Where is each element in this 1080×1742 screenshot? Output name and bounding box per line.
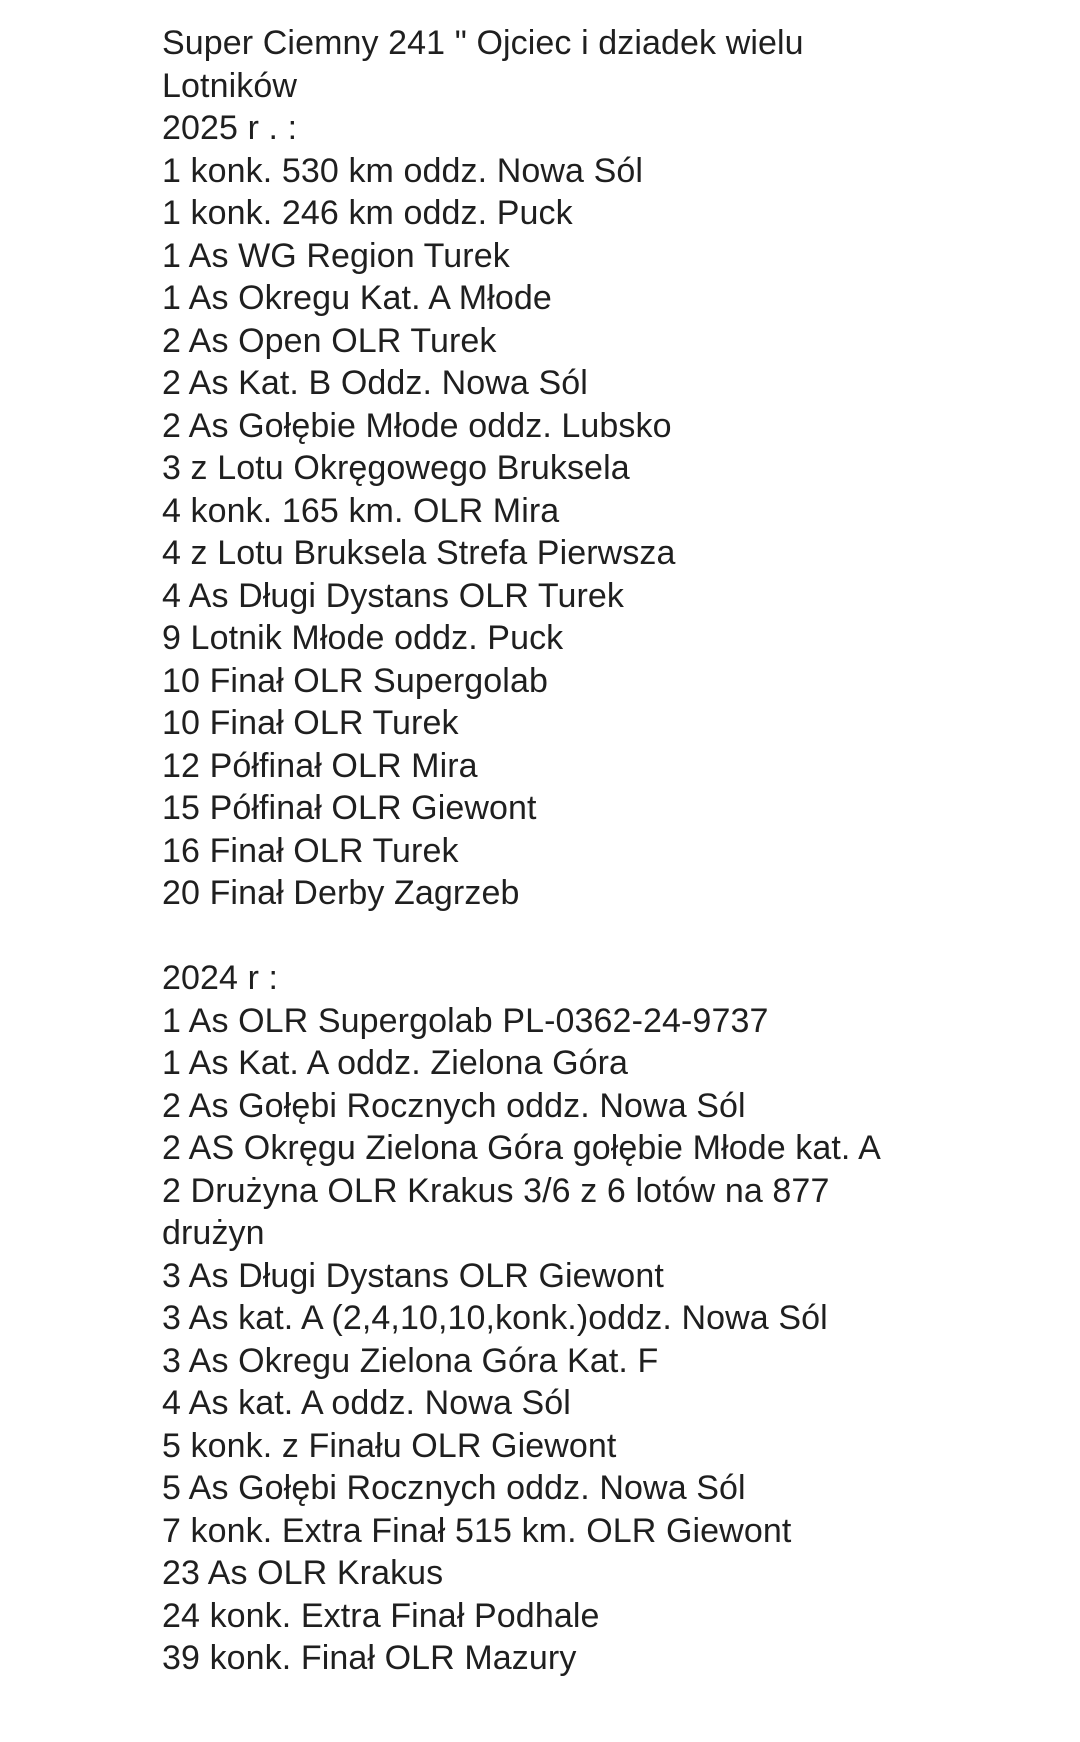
result-2024: 1 As Kat. A oddz. Zielona Góra (162, 1044, 629, 1082)
title-line-1: Super Ciemny 241 " Ojciec i dziadek wielu (162, 24, 804, 62)
result-2025: 15 Półfinał OLR Giewont (162, 789, 537, 827)
document-body (162, 22, 1062, 1680)
result-2025: 4 konk. 165 km. OLR Mira (162, 491, 560, 530)
result-2025: 4 z Lotu Bruksela Strefa Pierwsza (162, 534, 676, 572)
result-2024: 3 As Długi Dystans OLR Giewont (162, 1256, 664, 1295)
result-2025: 1 konk. 530 km oddz. Nowa Sól (162, 151, 644, 190)
result-2024: 3 As kat. A (2,4,10,10,konk.)oddz. Nowa Sól (162, 1299, 828, 1337)
result-2025: 2 As Gołębie Młode oddz. Lubsko (162, 406, 672, 445)
result-2025: 3 z Lotu Okręgowego Bruksela (162, 449, 630, 487)
result-2025: 20 Finał Derby Zagrzeb (162, 874, 520, 912)
result-2025: 1 konk. 246 km oddz. Puck (162, 194, 573, 232)
result-2025: 9 Lotnik Młode oddz. Puck (162, 619, 564, 657)
result-2024: 1 As OLR Supergolab PL-0362-24-9737 (162, 1001, 769, 1040)
result-2025: 12 Półfinał OLR Mira (162, 746, 478, 785)
result-2024: drużyn (162, 1214, 265, 1252)
title-line-2: Lotników (162, 66, 297, 105)
result-2024: 5 konk. z Finału OLR Giewont (162, 1426, 617, 1465)
section-spacer (162, 915, 1062, 958)
result-2025: 4 As Długi Dystans OLR Turek (162, 576, 624, 615)
result-2024: 2 AS Okręgu Zielona Góra gołębie Młode kat. A (162, 1129, 881, 1167)
result-2025: 10 Finał OLR Supergolab (162, 661, 548, 700)
result-2024: 2 Drużyna OLR Krakus 3/6 z 6 lotów na 877 (162, 1171, 830, 1210)
heading-2025: 2025 r . : (162, 109, 298, 147)
heading-2024: 2024 r : (162, 959, 279, 997)
result-2025: 2 As Kat. B Oddz. Nowa Sól (162, 364, 588, 402)
result-2025: 10 Finał OLR Turek (162, 704, 459, 742)
result-2024: 2 As Gołębi Rocznych oddz. Nowa Sól (162, 1086, 746, 1125)
result-2024: 39 konk. Finał OLR Mazury (162, 1639, 577, 1677)
result-2025: 1 As Okregu Kat. A Młode (162, 279, 552, 317)
result-2024: 7 konk. Extra Finał 515 km. OLR Giewont (162, 1511, 792, 1550)
result-2025: 2 As Open OLR Turek (162, 321, 497, 360)
result-2025: 16 Finał OLR Turek (162, 831, 459, 870)
result-2024: 3 As Okregu Zielona Góra Kat. F (162, 1341, 659, 1380)
result-2024: 24 konk. Extra Finał Podhale (162, 1596, 600, 1635)
result-2025: 1 As WG Region Turek (162, 236, 510, 275)
result-2024: 5 As Gołębi Rocznych oddz. Nowa Sól (162, 1469, 746, 1507)
result-2024: 4 As kat. A oddz. Nowa Sól (162, 1384, 571, 1422)
result-2024: 23 As OLR Krakus (162, 1554, 444, 1592)
